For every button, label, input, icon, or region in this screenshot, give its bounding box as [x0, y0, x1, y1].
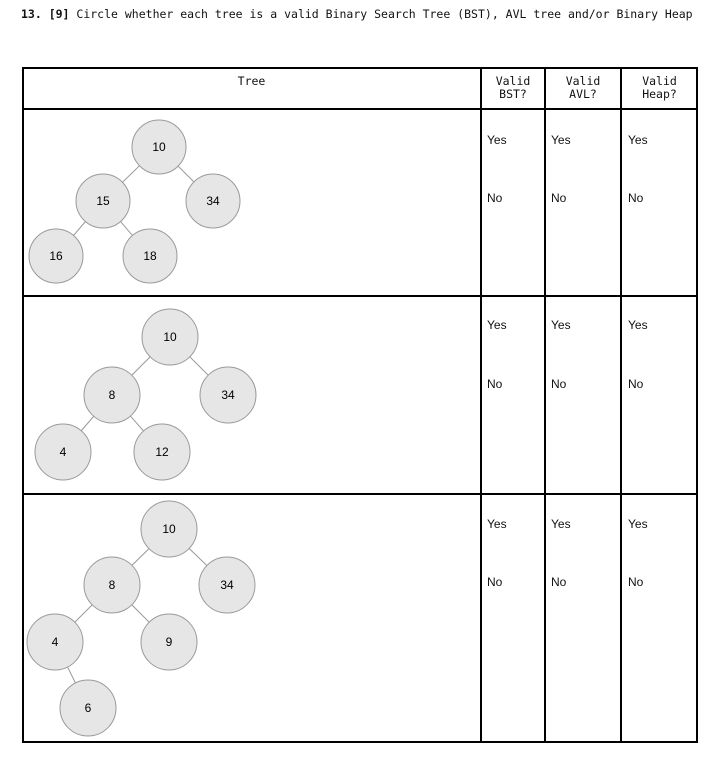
node-label: 34 [206, 194, 220, 208]
tree-node [141, 501, 197, 557]
tree-node [60, 680, 116, 736]
node-label: 34 [220, 578, 234, 592]
node-label: 4 [59, 445, 67, 459]
node-label: 10 [162, 522, 176, 536]
node-label: 15 [96, 194, 110, 208]
tree-diagram-3 [22, 495, 481, 741]
heap-yes-option[interactable]: Yes [628, 133, 648, 147]
node-label: 4 [51, 635, 59, 649]
heap-no-option[interactable]: No [628, 191, 644, 205]
bst-yes-option[interactable]: Yes [487, 517, 507, 531]
tree-node [132, 120, 186, 174]
node-label: 12 [155, 445, 169, 459]
bst-no-option[interactable]: No [487, 575, 503, 589]
tree-diagram-2 [22, 297, 481, 493]
question-text: Circle whether each tree is a valid Binary Search Tree (BST), AVL tree and/or Binary Heap [76, 7, 693, 21]
header-heap-line1: Valid [642, 74, 677, 88]
node-label: 9 [165, 635, 173, 649]
header-valid-bst [481, 75, 545, 101]
bst-no-option[interactable]: No [487, 191, 503, 205]
avl-no-option[interactable]: No [551, 377, 567, 391]
tree-node [199, 557, 255, 613]
node-label: 10 [152, 140, 166, 154]
tree-node [29, 229, 83, 283]
tree-diagram-1 [22, 110, 481, 296]
question-number: 13. [9] [21, 7, 70, 21]
header-heap-line2: Heap? [642, 87, 677, 101]
header-avl-line2: AVL? [569, 87, 597, 101]
header-valid-heap [621, 75, 698, 101]
tree-node [141, 614, 197, 670]
header-valid-avl [545, 75, 621, 101]
heap-no-option[interactable]: No [628, 575, 644, 589]
node-label: 8 [108, 388, 116, 402]
tree-node [123, 229, 177, 283]
header-avl-line1: Valid [565, 74, 601, 88]
header-bst-line2: BST? [499, 87, 527, 101]
heap-no-option[interactable]: No [628, 377, 644, 391]
tree-node [76, 174, 130, 228]
tree-node [200, 367, 256, 423]
tree-node [27, 614, 83, 670]
node-label: 34 [221, 388, 235, 402]
bst-yes-option[interactable]: Yes [487, 318, 507, 332]
tree-node [35, 424, 91, 480]
tree-node [142, 309, 198, 365]
header-tree: Tree [237, 74, 266, 88]
avl-no-option[interactable]: No [551, 191, 567, 205]
tree-node [84, 557, 140, 613]
avl-yes-option[interactable]: Yes [551, 517, 571, 531]
header-bst-line1: Valid [495, 74, 531, 88]
avl-yes-option[interactable]: Yes [551, 318, 571, 332]
tree-node [134, 424, 190, 480]
node-label: 18 [143, 249, 157, 263]
node-label: 8 [108, 578, 116, 592]
answer-table [22, 67, 698, 743]
node-label: 6 [84, 701, 92, 715]
tree-node [84, 367, 140, 423]
heap-yes-option[interactable]: Yes [628, 318, 648, 332]
heap-yes-option[interactable]: Yes [628, 517, 648, 531]
tree-node [186, 174, 240, 228]
node-label: 16 [49, 249, 63, 263]
node-label: 10 [163, 330, 177, 344]
question-prompt [21, 7, 693, 21]
avl-yes-option[interactable]: Yes [551, 133, 571, 147]
avl-no-option[interactable]: No [551, 575, 567, 589]
bst-yes-option[interactable]: Yes [487, 133, 507, 147]
bst-no-option[interactable]: No [487, 377, 503, 391]
